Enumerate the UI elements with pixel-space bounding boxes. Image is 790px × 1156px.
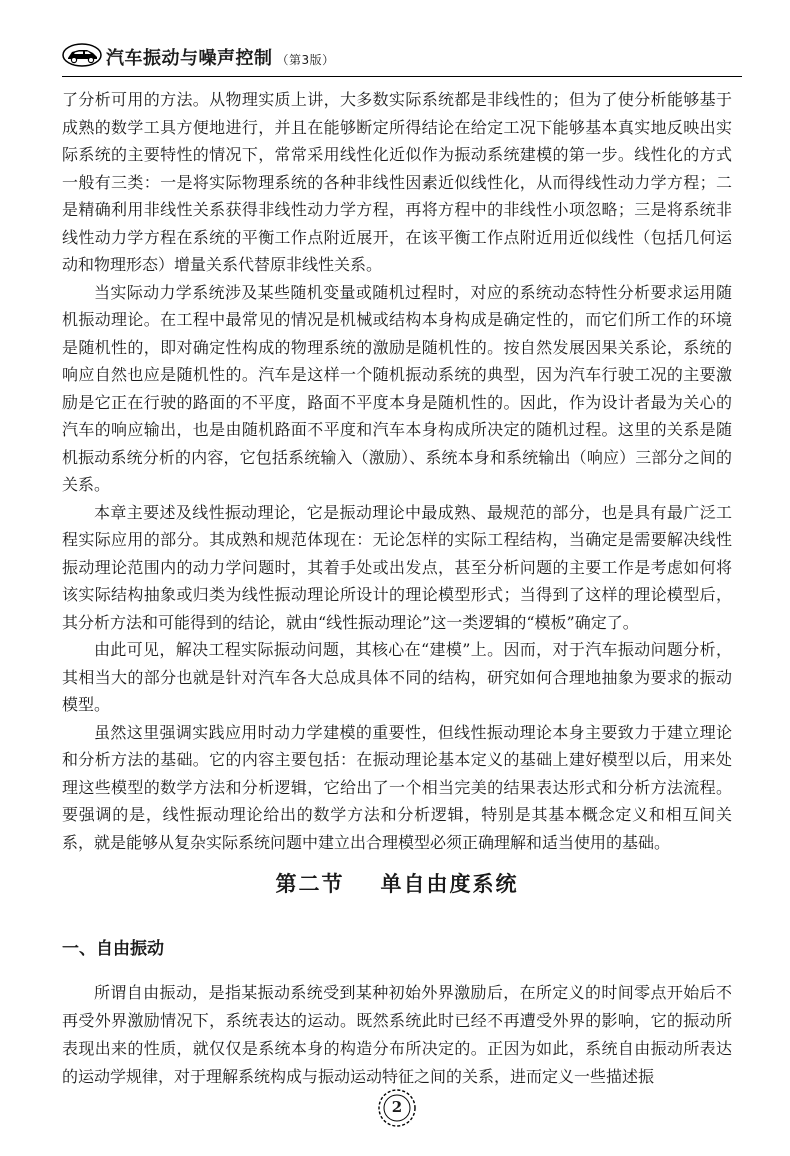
paragraph-1: 了分析可用的方法。从物理实质上讲，大多数实际系统都是非线性的；但为了使分析能够基于成熟的数学工具方便地进行，并且在能够断定所得结论在给定工况下能够基本真实地反映出实际系统的主要特性的情况下，常常采用线性化近似作为振动系统建模的第一步。线性化的方式一般有三类：一是将实际物理系统的各种非线性因素近似线性化，从而得线性动力学方程；二是精确利用非线性关系获得非线性动力学方程，再将方程中的非线性小项忽略；三是将系统非线性动力学方程在系统的平衡工作点附近展开，在该平衡工作点附近用近似线性（包括几何运动和物理形态）增量关系代替原非线性关系。 (62, 90, 732, 274)
subsection-heading: 一、自由振动 (62, 939, 164, 959)
header-rule (62, 76, 742, 77)
body-text-2 (62, 979, 732, 1091)
car-icon (62, 42, 102, 68)
paragraph-4: 由此可见，解决工程实际振动问题，其核心在“建模”上。因而，对于汽车振动问题分析，其相当大的部分也就是针对汽车各大总成具体不同的结构，研究如何合理地抽象为要求的振动模型。 (62, 640, 732, 714)
section-title: 单自由度系统 (380, 871, 519, 896)
paragraph-5: 虽然这里强调实践应用时动力学建模的重要性，但线性振动理论本身主要致力于建立理论和分析方法的基础。它的内容主要包括：在振动理论基本定义的基础上建好模型以后，用来处理这些模型的数学方法和分析逻辑，它给出了一个相当完美的结果表达形式和分析方法流程。要强调的是，线性振动理论给出的数学方法和分析逻辑，特别是其基本概念定义和相互间关系，就是能够从复杂实际系统问题中建立出合理模型必须正确理解和适当使用的基础。 (62, 722, 732, 852)
section-heading (62, 868, 732, 898)
book-edition: （第3版） (276, 53, 335, 67)
running-header (62, 36, 742, 72)
book-title (106, 44, 335, 70)
book-title-text: 汽车振动与噪声控制 (106, 48, 273, 69)
paragraph-6: 所谓自由振动，是指某振动系统受到某种初始外界激励后，在所定义的时间零点开始后不再受外界激励情况下，系统表达的运动。既然系统此时已经不再遭受外界的影响，它的振动所表现出来的性质，就仅仅是系统本身的构造分布所决定的。正因为如此，系统自由振动所表达的运动学规律，对于理解系统构成与振动运动特征之间的关系，进而定义一些描述振 (62, 983, 732, 1086)
body-text (62, 86, 732, 856)
page-number-badge (377, 1088, 417, 1128)
paragraph-3: 本章主要述及线性振动理论，它是振动理论中最成熟、最规范的部分，也是具有最广泛工程实际应用的部分。其成熟和规范体现在：无论怎样的实际工程结构，当确定是需要解决线性振动理论范围内的动力学问题时，其着手处或出发点，甚至分析问题的主要工作是考虑如何将该实际结构抽象或归类为线性振动理论所设计的理论模型形式；当得到了这样的理论模型后，其分析方法和可能得到的结论，就由“线性振动理论”这一类逻辑的“模板”确定了。 (62, 502, 732, 632)
paragraph-2: 当实际动力学系统涉及某些随机变量或随机过程时，对应的系统动态特性分析要求运用随机振动理论。在工程中最常见的情况是机械或结构本身构成是确定性的，而它们所工作的环境是随机性的，即对确定性构成的物理系统的激励是随机性的。按自然发展因果关系论，系统的响应自然也应是随机性的。汽车是这样一个随机振动系统的典型，因为汽车行驶工况的主要激励是它正在行驶的路面的不平度，路面不平度本身是随机性的。因此，作为设计者最为关心的汽车的响应输出，也是由随机路面不平度和汽车本身构成所决定的随机过程。这里的关系是随机振动系统分析的内容，它包括系统输入（激励）、系统本身和系统输出（响应）三部分之间的关系。 (62, 282, 732, 494)
page-number: 2 (391, 1098, 403, 1116)
section-number: 第二节 (275, 871, 345, 896)
